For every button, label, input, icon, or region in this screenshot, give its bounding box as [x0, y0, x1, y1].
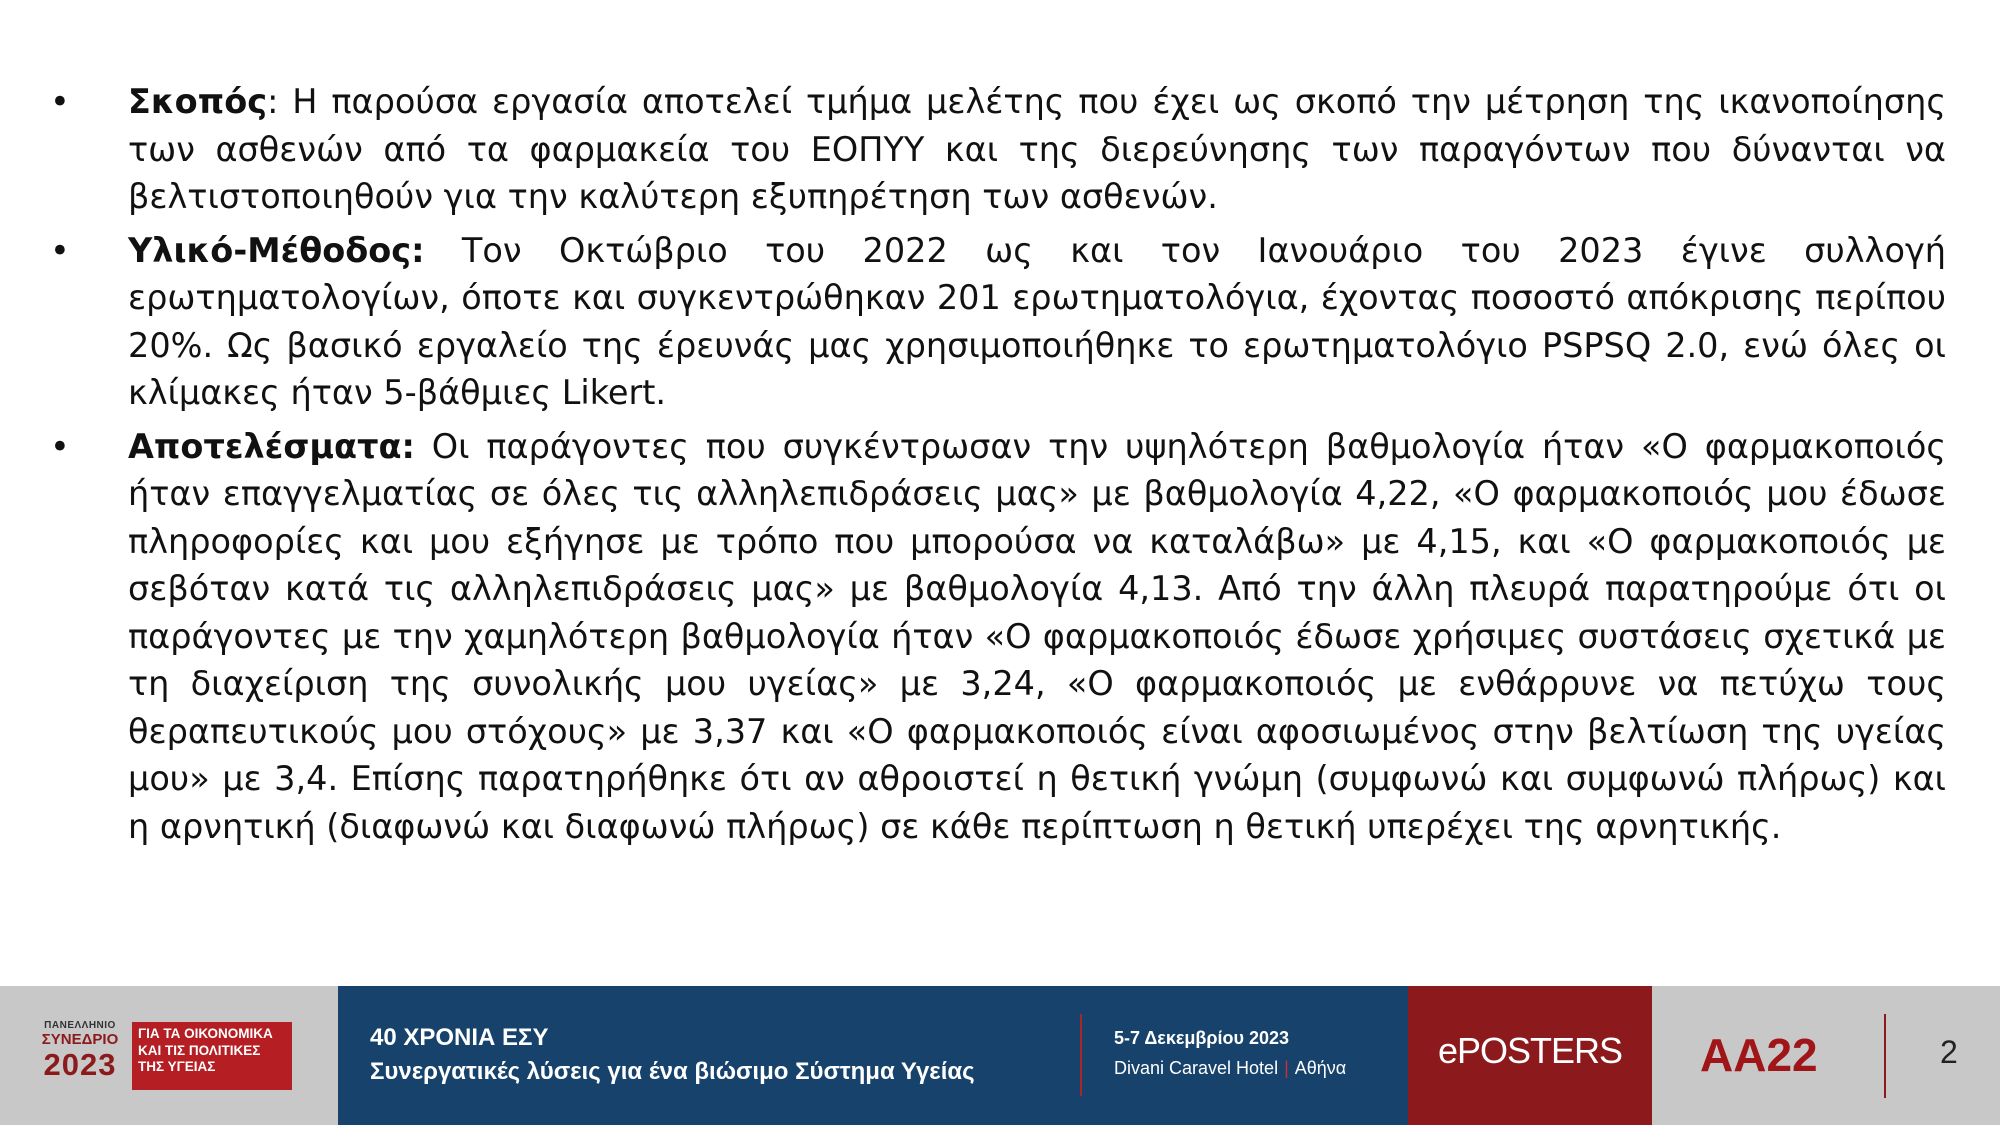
conference-subtitle: Συνεργατικές λύσεις για ένα βιώσιμο Σύστημα Υγείας	[370, 1058, 975, 1085]
logo-line1: ΠΑΝΕΛΛΗΝΙΟ	[44, 1020, 116, 1031]
bullet-results	[40, 423, 1946, 851]
conference-title-panel	[338, 986, 1408, 1125]
logo-box-line: ΚΑΙ ΤΙΣ ΠΟΛΙΤΙΚΕΣ	[138, 1042, 261, 1058]
methods-text: Τον Οκτώβριο του 2022 ως και τον Ιανουάριο του 2023 έγινε συλλογή ερωτηματολογίων, όποτε και συγκεντρώθηκαν 201 ερωτηματολόγια, έχοντας ποσοστό απόκρισης περίπου 20%. Ως βασικό εργαλείο της έρευνάς μας χρησιμοποιήθηκε το ερωτηματολόγιο PSPSQ 2.0, ενώ όλες οι κλίμακες ήταν 5-βάθμιες Likert.	[128, 230, 1946, 412]
results-heading: Αποτελέσματα:	[128, 426, 415, 466]
conference-date: 5-7 Δεκεμβρίου 2023	[1114, 1028, 1290, 1048]
bullet-aim	[40, 78, 1946, 221]
methods-heading: Υλικό-Μέθοδος:	[128, 230, 425, 270]
poster-code: AA22	[1700, 1029, 1818, 1081]
conference-title: 40 ΧΡΟΝΙΑ ΕΣΥ	[370, 1024, 549, 1051]
results-text: Οι παράγοντες που συγκέντρωσαν την υψηλότερη βαθμολογία ήταν «Ο φαρμακοποιός ήταν επαγγελματίας σε όλες τις αλληλεπιδράσεις μας» με βαθμολογία 4,22, «Ο φαρμακοποιός μου έδωσε πληροφορίες και μου εξήγησε με τρόπο που μπορούσα να καταλάβω» με 4,15, και «Ο φαρμακοποιός με σεβόταν κατά τις αλληλεπιδράσεις μας» με βαθμολογία 4,13. Από την άλλη πλευρά παρατηρούμε ότι οι παράγοντες με την χαμηλότερη βαθμολογία ήταν «Ο φαρμακοποιός έδωσε χρήσιμες συστάσεις σχετικά με τη διαχείριση της συνολικής μου υγείας» με 3,24, «Ο φαρμακοποιός με ενθάρρυνε να πετύχω τους θεραπευτικούς μου στόχους» με 3,37 και «Ο φαρμακοποιός είναι αφοσιωμένος στην βελτίωση της υγείας μου» με 3,4. Επίσης παρατηρήθηκε ότι αν αθροιστεί η θετική γνώμη (συμφωνώ και συμφωνώ πλήρως) και η αρνητική (διαφωνώ και διαφωνώ πλήρως) σε κάθε περίπτωση η θετική υπερέχει της αρνητικής.	[128, 426, 1946, 846]
logo-subtitle-box	[132, 1022, 292, 1090]
logo-year: 2023	[43, 1047, 117, 1082]
poster-id-panel	[1652, 986, 2000, 1125]
eposters-panel	[1408, 986, 1652, 1125]
venue-separator: |	[1284, 1058, 1289, 1078]
conference-logo-panel	[0, 986, 338, 1125]
conference-venue	[1114, 1058, 1346, 1079]
logo-line2: ΣΥΝΕΔΡΙΟ	[41, 1031, 119, 1048]
bullet-icon: •	[50, 82, 70, 121]
eposters-label: ePOSTERS	[1437, 1030, 1623, 1071]
bullet-icon: •	[50, 426, 70, 466]
page-number: 2	[1940, 1034, 1958, 1070]
aim-heading: Σκοπός	[128, 82, 268, 121]
aim-text: : Η παρούσα εργασία αποτελεί τμήμα μελέτης που έχει ως σκοπό την μέτρηση της ικανοποίησης των ασθενών από τα φαρμακεία του ΕΟΠΥΥ και της διερεύνησης των παραγόντων που δύνανται να βελτιστοποιηθούν για την καλύτερη εξυπηρέτηση των ασθενών.	[128, 82, 1946, 216]
venue-name: Divani Caravel Hotel	[1114, 1058, 1279, 1078]
logo-box-line: ΓΙΑ ΤΑ ΟΙΚΟΝΟΜΙΚΑ	[138, 1026, 273, 1041]
footer-banner	[0, 986, 2000, 1125]
poster-content	[40, 78, 1946, 850]
bullet-methods	[40, 227, 1946, 417]
conference-logo	[30, 1020, 130, 1082]
venue-city: Αθήνα	[1294, 1058, 1347, 1078]
bullet-icon: •	[50, 230, 70, 270]
logo-box-line: ΤΗΣ ΥΓΕΙΑΣ	[138, 1059, 216, 1074]
divider	[1884, 1014, 1886, 1098]
divider	[1080, 1014, 1082, 1096]
